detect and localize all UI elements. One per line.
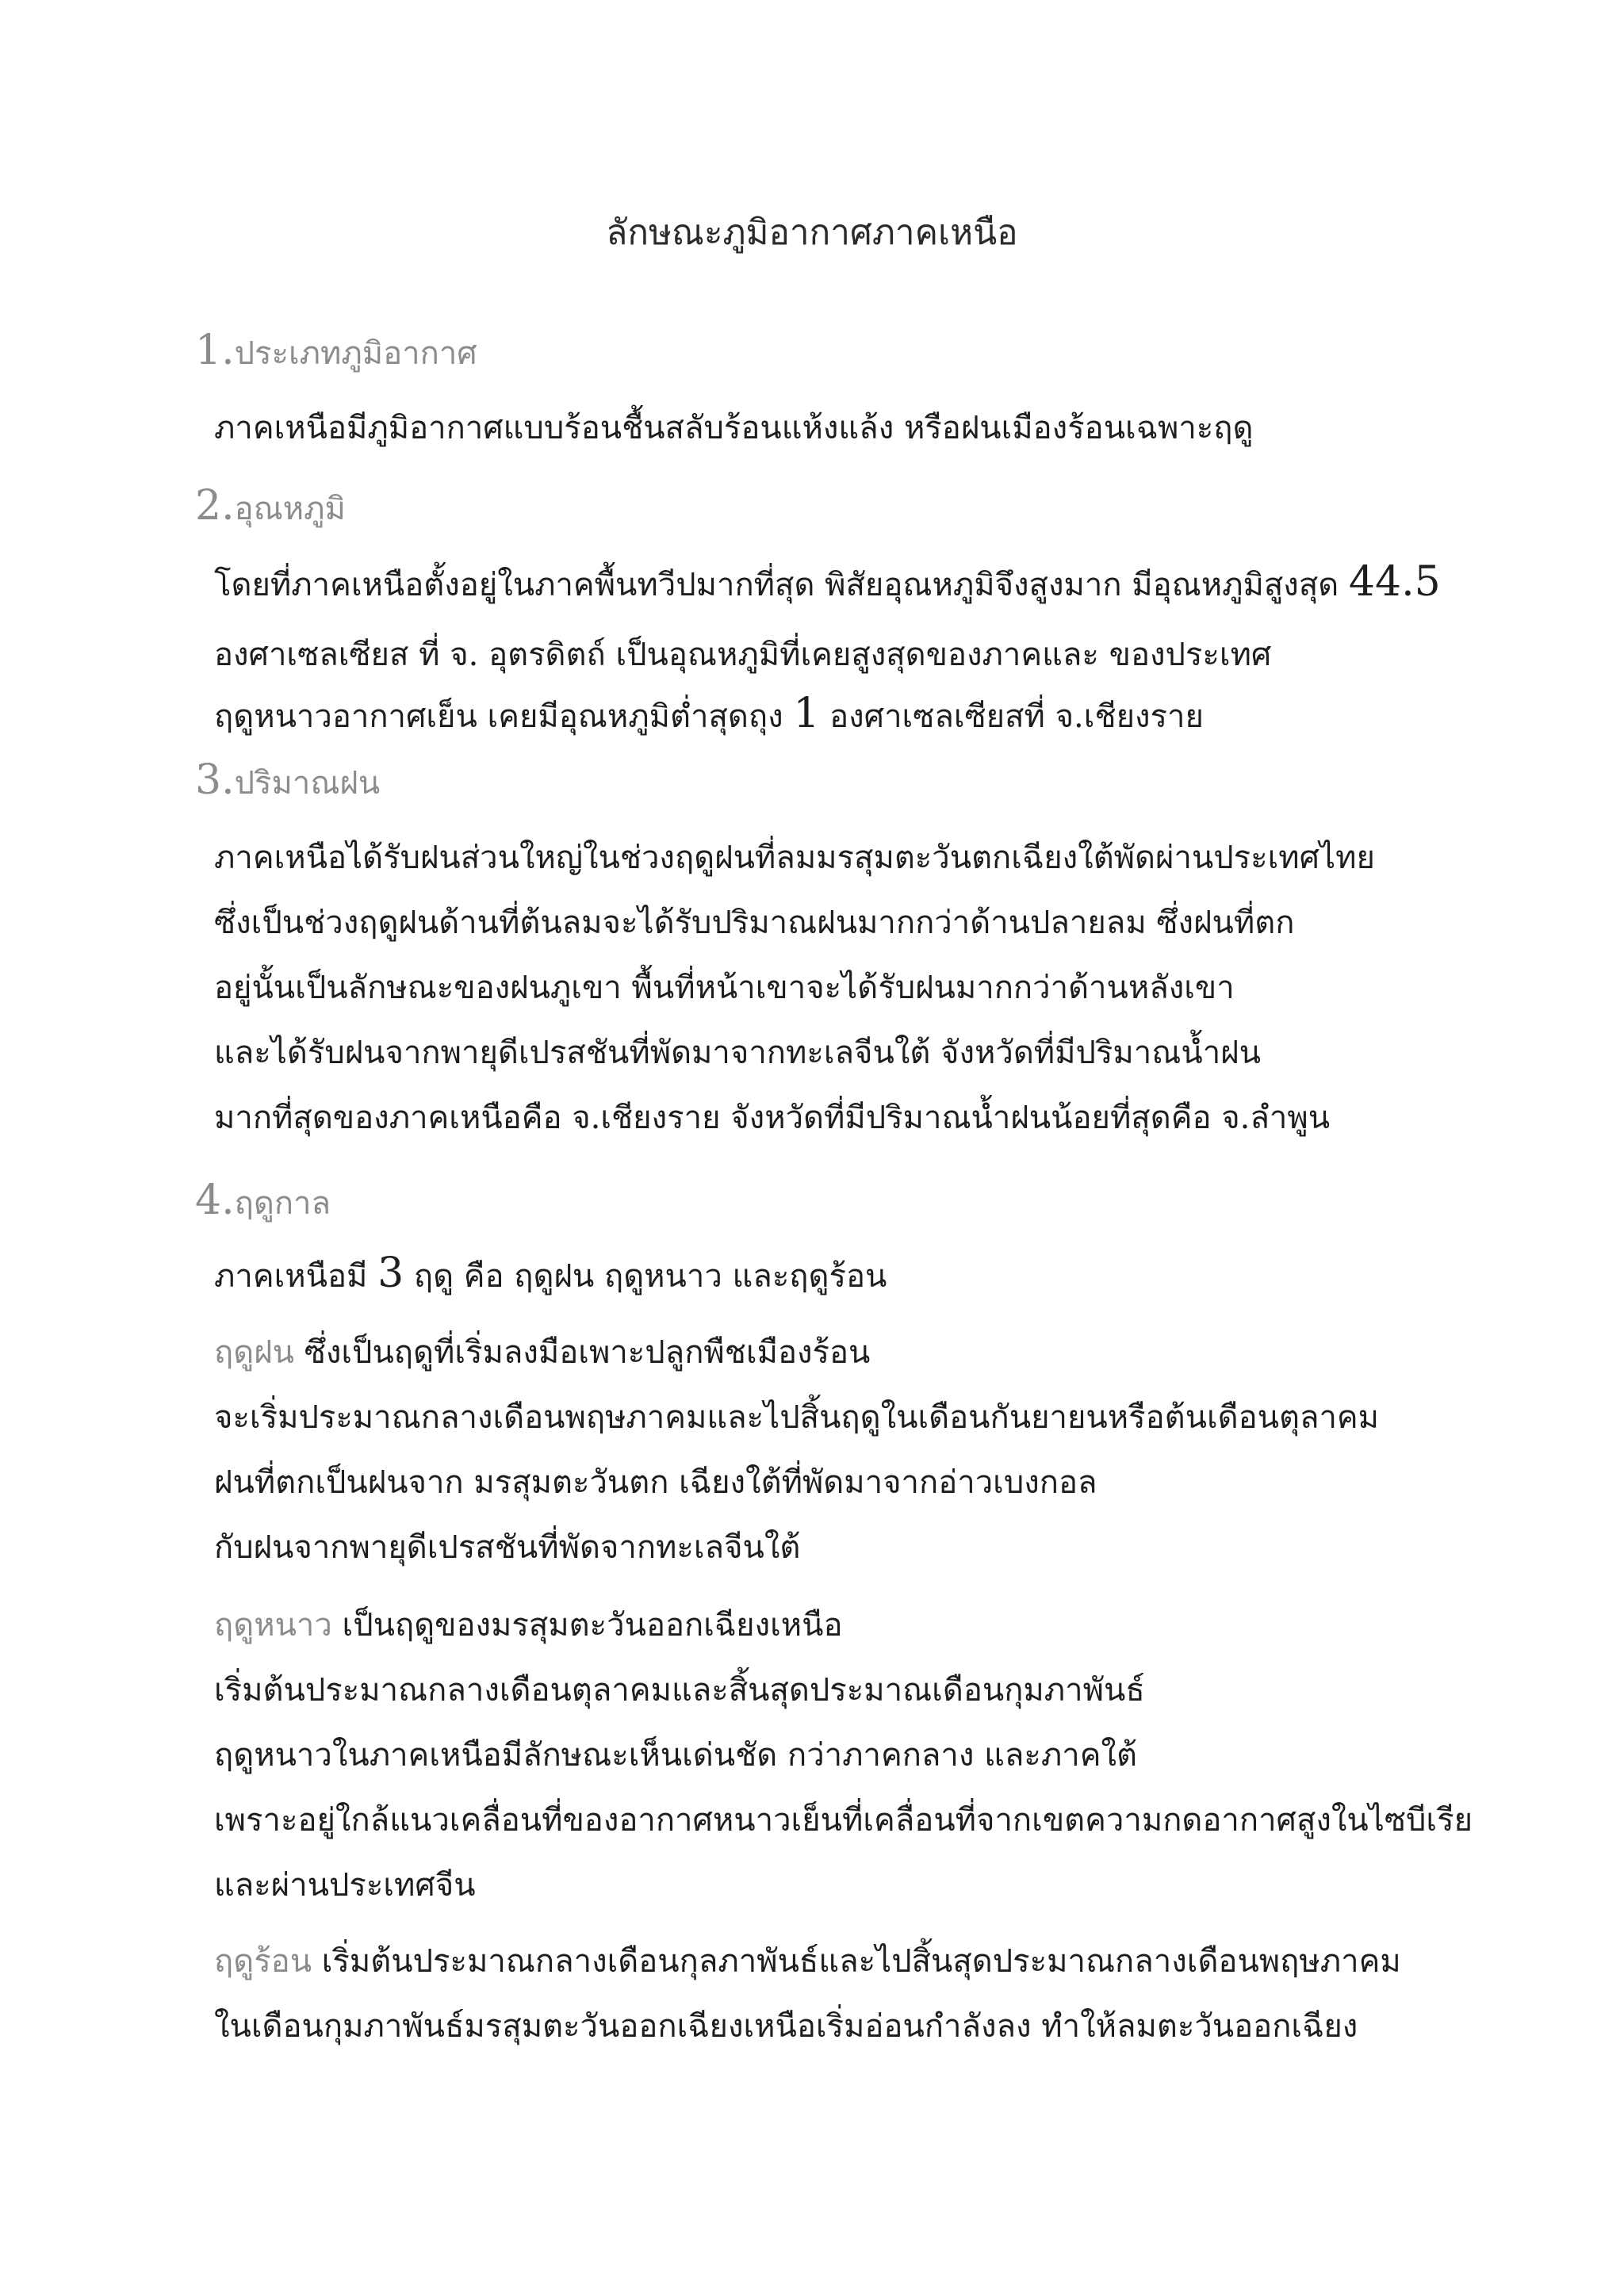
paragraph-line-rainy-season	[214, 1329, 870, 1376]
section-heading-seasons	[195, 1177, 331, 1227]
line-text: เริ่มต้นประมาณกลางเดือนกุลภาพันธ์และไปสิ้นสุดประมาณกลางเดือนพฤษภาคม	[312, 1943, 1401, 1980]
line-text: ซึ่งเป็นฤดูที่เริ่มลงมือเพาะปลูกพืชเมืองร้อน	[293, 1334, 871, 1371]
paragraph-line: องศาเซลเซียส ที่ จ. อุตรดิตถ์ เป็นอุณหภูมิที่เคยสูงสุดของภาคและ ของประเทศ	[214, 637, 1272, 673]
paragraph-line: เริ่มต้นประมาณกลางเดือนตุลาคมและสิ้นสุดประมาณเดือนกุมภาพันธ์	[214, 1672, 1145, 1709]
line-text: โดยที่ภาคเหนือตั้งอยู่ในภาคพื้นทวีปมากที่สุด พิสัยอุณหภูมิจึงสูงมาก มีอุณหภูมิสูงสุด	[214, 567, 1349, 603]
paragraph-line: ภาคเหนือได้รับฝนส่วนใหญ่ในช่วงฤดูฝนที่ลมมรสุมตะวันตกเฉียงใต้พัดผ่านประเทศไทย	[214, 840, 1375, 876]
paragraph-line: ฤดูหนาวในภาคเหนือมีลักษณะเห็นเด่นชัด กว่าภาคกลาง และภาคใต้	[214, 1737, 1138, 1774]
summer-season-label: ฤดูร้อน	[214, 1943, 312, 1980]
section-heading-temperature	[195, 482, 346, 533]
paragraph-line: จะเริ่มประมาณกลางเดือนพฤษภาคมและไปสิ้นฤดูในเดือนกันยายนหรือต้นเดือนตุลาคม	[214, 1399, 1380, 1436]
paragraph-line-summer-season	[214, 1938, 1401, 1985]
section-heading-text: ปริมาณฝน	[234, 765, 381, 802]
paragraph-line: ฝนที่ตกเป็นฝนจาก มรสุมตะวันตก เฉียงใต้ที่พัดมาจากอ่าวเบงกอล	[214, 1464, 1097, 1501]
paragraph-line	[214, 690, 1204, 740]
section-number: 1.	[195, 327, 235, 374]
paragraph-line: ซึ่งเป็นช่วงฤดูฝนด้านที่ต้นลมจะได้รับปริมาณฝนมากกว่าด้านปลายลม ซึ่งฝนที่ตก	[214, 905, 1295, 941]
section-number: 4.	[195, 1177, 235, 1224]
section-heading-text: อุณหภูมิ	[234, 491, 346, 527]
section-heading-text: ประเภทภูมิอากาศ	[234, 335, 477, 372]
section-heading-rainfall	[195, 756, 380, 807]
paragraph-line: ในเดือนกุมภาพันธ์มรสุมตะวันออกเฉียงเหนือเริ่มอ่อนกำลังลง ทำให้ลมตะวันออกเฉียง	[214, 2008, 1358, 2045]
paragraph-line: และผ่านประเทศจีน	[214, 1867, 476, 1904]
paragraph-line	[214, 1249, 887, 1300]
line-text: ภาคเหนือมี	[214, 1258, 378, 1295]
section-heading-climate-type	[195, 327, 477, 377]
max-temperature-value: 44.5	[1348, 558, 1441, 606]
line-text: ฤดูหนาวอากาศเย็น เคยมีอุณหภูมิต่ำสุดถุง	[214, 698, 794, 735]
min-temperature-value: 1	[793, 690, 820, 737]
section-heading-text: ฤดูกาล	[234, 1185, 331, 1222]
paragraph-line-winter-season	[214, 1601, 843, 1649]
line-text: เป็นฤดูของมรสุมตะวันออกเฉียงเหนือ	[331, 1607, 843, 1644]
paragraph-line: มากที่สุดของภาคเหนือคือ จ.เชียงราย จังหวัดที่มีปริมาณน้ำฝนน้อยที่สุดคือ จ.ลำพูน	[214, 1100, 1331, 1136]
line-text: ฤดู คือ ฤดูฝน ฤดูหนาว และฤดูร้อน	[404, 1258, 887, 1295]
paragraph-line: เพราะอยู่ใกล้แนวเคลื่อนที่ของอากาศหนาวเย็นที่เคลื่อนที่จากเขตความกดอากาศสูงในไซบีเรีย	[214, 1802, 1473, 1839]
rainy-season-label: ฤดูฝน	[214, 1334, 294, 1371]
paragraph-line: อยู่นั้นเป็นลักษณะของฝนภูเขา พื้นที่หน้าเขาจะได้รับฝนมากกว่าด้านหลังเขา	[214, 970, 1235, 1006]
paragraph-line: ภาคเหนือมีภูมิอากาศแบบร้อนชื้นสลับร้อนแห้งแล้ง หรือฝนเมืองร้อนเฉพาะฤดู	[214, 410, 1254, 446]
winter-season-label: ฤดูหนาว	[214, 1607, 332, 1644]
paragraph-line: กับฝนจากพายุดีเปรสชันที่พัดจากทะเลจีนใต้	[214, 1529, 801, 1566]
section-number: 3.	[195, 756, 235, 804]
section-number: 2.	[195, 482, 235, 530]
paragraph-line: และได้รับฝนจากพายุดีเปรสชันที่พัดมาจากทะเลจีนใต้ จังหวัดที่มีปริมาณน้ำฝน	[214, 1035, 1261, 1071]
paragraph-line	[214, 558, 1441, 609]
page-title: ลักษณะภูมิอากาศภาคเหนือ	[606, 212, 1018, 253]
season-count-value: 3	[377, 1249, 404, 1297]
line-text: องศาเซลเซียสที่ จ.เชียงราย	[819, 698, 1204, 735]
